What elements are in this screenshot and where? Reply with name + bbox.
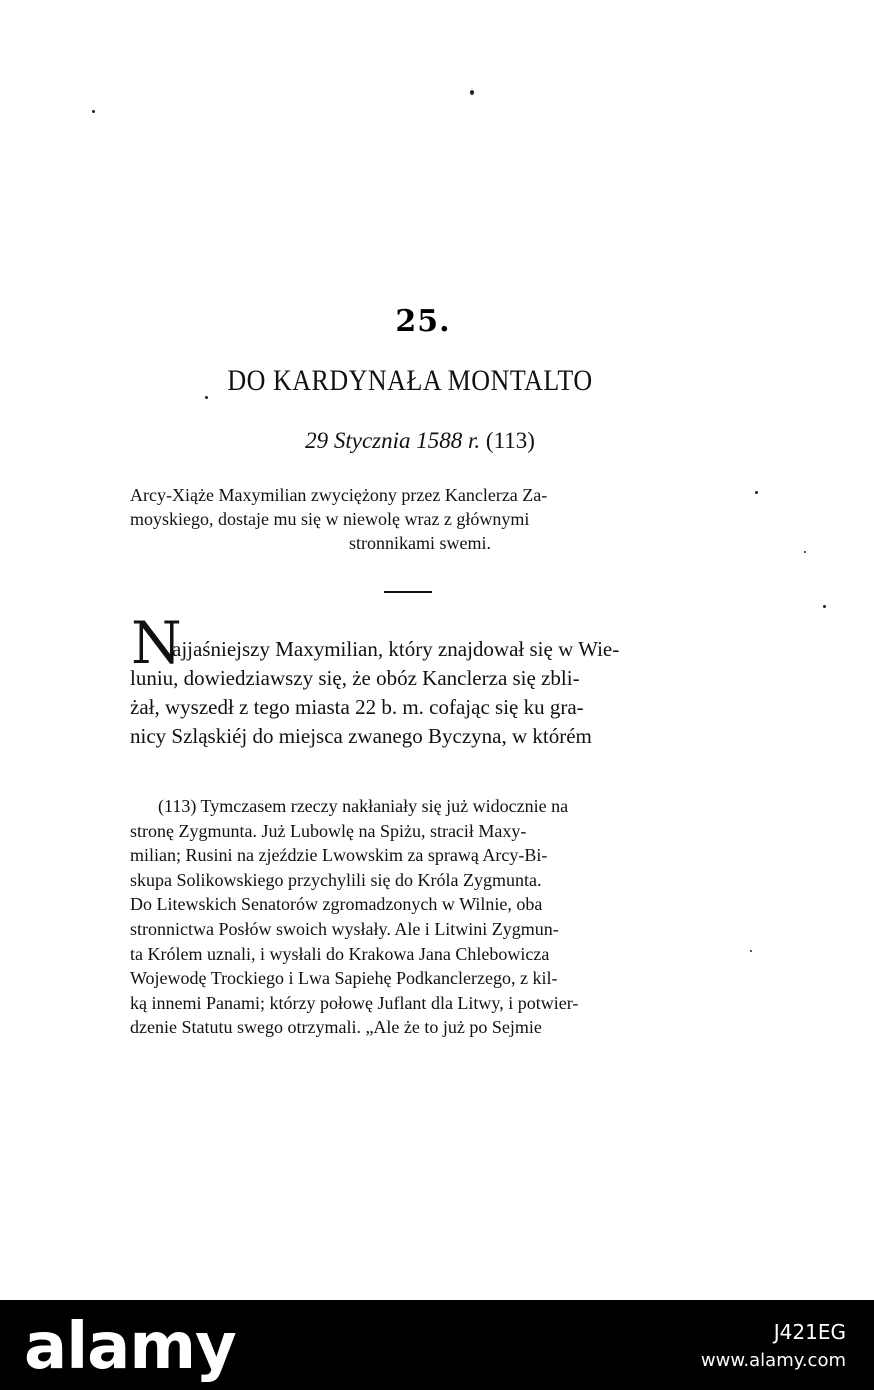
body-line: ajjaśniejszy Maxymilian, który znajdował się w Wie- (172, 637, 620, 661)
summary (130, 483, 710, 555)
date-text: 29 Stycznia 1588 r. (305, 428, 481, 453)
site-url: www.alamy.com (700, 1350, 846, 1371)
drop-cap: N (131, 609, 182, 677)
footnote-line: stronę Zygmunta. Już Lubowlę na Spiżu, stracił Maxy- (130, 820, 527, 841)
speck-decor (470, 90, 474, 95)
footnote (130, 794, 720, 1040)
summary-line: stronnikami swemi. (349, 533, 491, 553)
summary-line: moyskiego, dostaje mu się w niewolę wraz z głównymi (130, 509, 530, 529)
speck-decor (92, 110, 95, 113)
body-text (130, 635, 715, 751)
footnote-line: milian; Rusini na zjeździe Lwowskim za sprawą Arcy-Bi- (130, 845, 548, 866)
footnote-line: skupa Solikowskiego przychylili się do Króla Zygmunta. (130, 869, 542, 890)
footnote-line: Wojewodę Trockiego i Lwa Sapiehę Podkanclerzego, z kil- (130, 968, 558, 989)
note-reference: (113) (485, 428, 535, 453)
footnote-line: dzenie Statutu swego otrzymali. „Ale że to już po Sejmie (130, 1017, 542, 1038)
alamy-logo: alamy (24, 1310, 236, 1384)
footnote-line: ką innemi Panami; którzy połowę Juflant dla Litwy, i potwier- (130, 992, 579, 1013)
footnote-line: Do Litewskich Senatorów zgromadzonych w Wilnie, oba (130, 894, 543, 915)
watermark-bar (0, 1300, 874, 1390)
body-line: żał, wyszedł z tego miasta 22 b. m. cofając się ku gra- (130, 695, 584, 719)
footnote-line: stronnictwa Posłów swoich wysłały. Ale i Litwini Zygmun- (130, 918, 559, 939)
image-id: J421EG (773, 1320, 846, 1344)
section-number: 25. (395, 304, 451, 339)
body-line: nicy Szląskiéj do miejsca zwanego Byczyna, w którém (130, 724, 592, 748)
speck-decor (750, 950, 752, 952)
body-line: luniu, dowiedziawszy się, że obóz Kanclerza się zbli- (130, 666, 580, 690)
divider (384, 591, 432, 593)
speck-decor (804, 551, 806, 553)
letter-date (200, 428, 640, 454)
footnote-line: (113) Tymczasem rzeczy nakłaniały się już widocznie na (158, 796, 569, 816)
footnote-line: ta Królem uznali, i wysłali do Krakowa Jana Chlebowicza (130, 943, 550, 964)
speck-decor (755, 491, 758, 494)
summary-line: Arcy-Xiąże Maxymilian zwyciężony przez Kanclerza Za- (130, 485, 548, 505)
page-title: DO KARDYNAŁA MONTALTO (227, 364, 593, 397)
speck-decor (823, 605, 826, 608)
